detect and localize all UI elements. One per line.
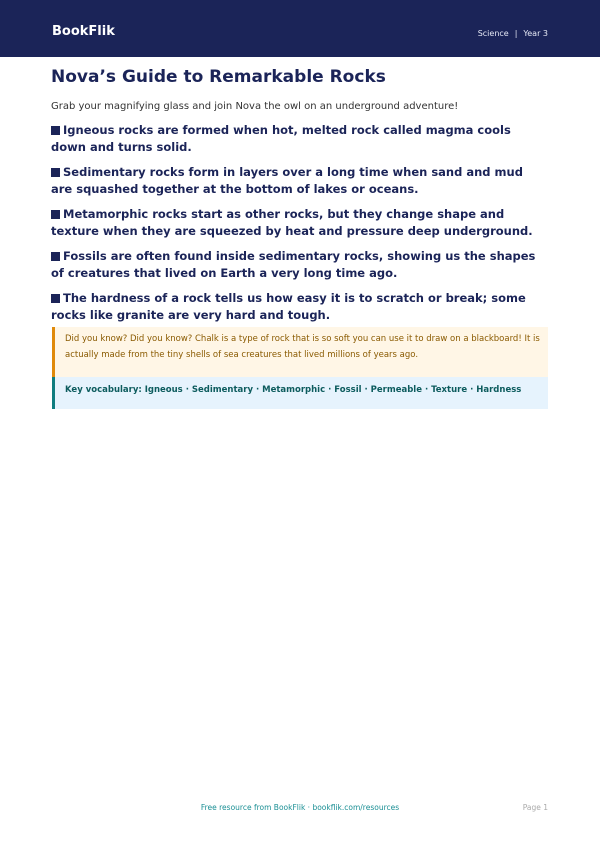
fact-text: The hardness of a rock tells us how easy it is to scratch or break; some rocks like granite are very hard and tough. — [51, 291, 526, 322]
fact-text: Fossils are often found inside sedimentary rocks, showing us the shapes of creatures that lived on Earth a very long time ago. — [51, 249, 536, 280]
year-label: Year 3 — [523, 29, 548, 38]
square-bullet-icon — [51, 294, 60, 303]
fact-item — [51, 248, 548, 282]
square-bullet-icon — [51, 210, 60, 219]
facts-list — [51, 122, 548, 332]
fact-item — [51, 290, 548, 324]
square-bullet-icon — [51, 252, 60, 261]
subject-label: Science — [477, 29, 509, 38]
page-number: Page 1 — [522, 803, 548, 812]
fact-text: Metamorphic rocks start as other rocks, but they change shape and texture when they are squeezed by heat and pressure deep underground. — [51, 207, 533, 238]
header-bar — [0, 0, 600, 57]
fact-item — [51, 164, 548, 198]
fact-item — [51, 122, 548, 156]
footer-link-text[interactable]: Free resource from BookFlik · bookflik.com/resources — [200, 803, 400, 812]
brand-logo-text: BookFlik — [52, 24, 115, 39]
page-title: Nova’s Guide to Remarkable Rocks — [51, 67, 386, 87]
fact-text: Sedimentary rocks form in layers over a long time when sand and mud are squashed together at the bottom of lakes or oceans. — [51, 165, 523, 196]
fact-text: Igneous rocks are formed when hot, melted rock called magma cools down and turns solid. — [51, 123, 511, 154]
did-you-know-box: Did you know? Did you know? Chalk is a type of rock that is so soft you can use it to draw on a blackboard! It is actually made from the tiny shells of sea creatures that lived millions of years ago. — [52, 327, 548, 377]
square-bullet-icon — [51, 168, 60, 177]
subject-year-label — [478, 28, 548, 40]
key-vocabulary-box: Key vocabulary: Igneous · Sedimentary · Metamorphic · Fossil · Permeable · Texture · Hardness — [52, 377, 548, 409]
fact-item — [51, 206, 548, 240]
page-footer — [0, 801, 600, 815]
square-bullet-icon — [51, 126, 60, 135]
info-callout — [52, 327, 548, 409]
meta-separator: | — [514, 29, 518, 38]
intro-text: Grab your magnifying glass and join Nova the owl on an underground adventure! — [51, 101, 459, 112]
